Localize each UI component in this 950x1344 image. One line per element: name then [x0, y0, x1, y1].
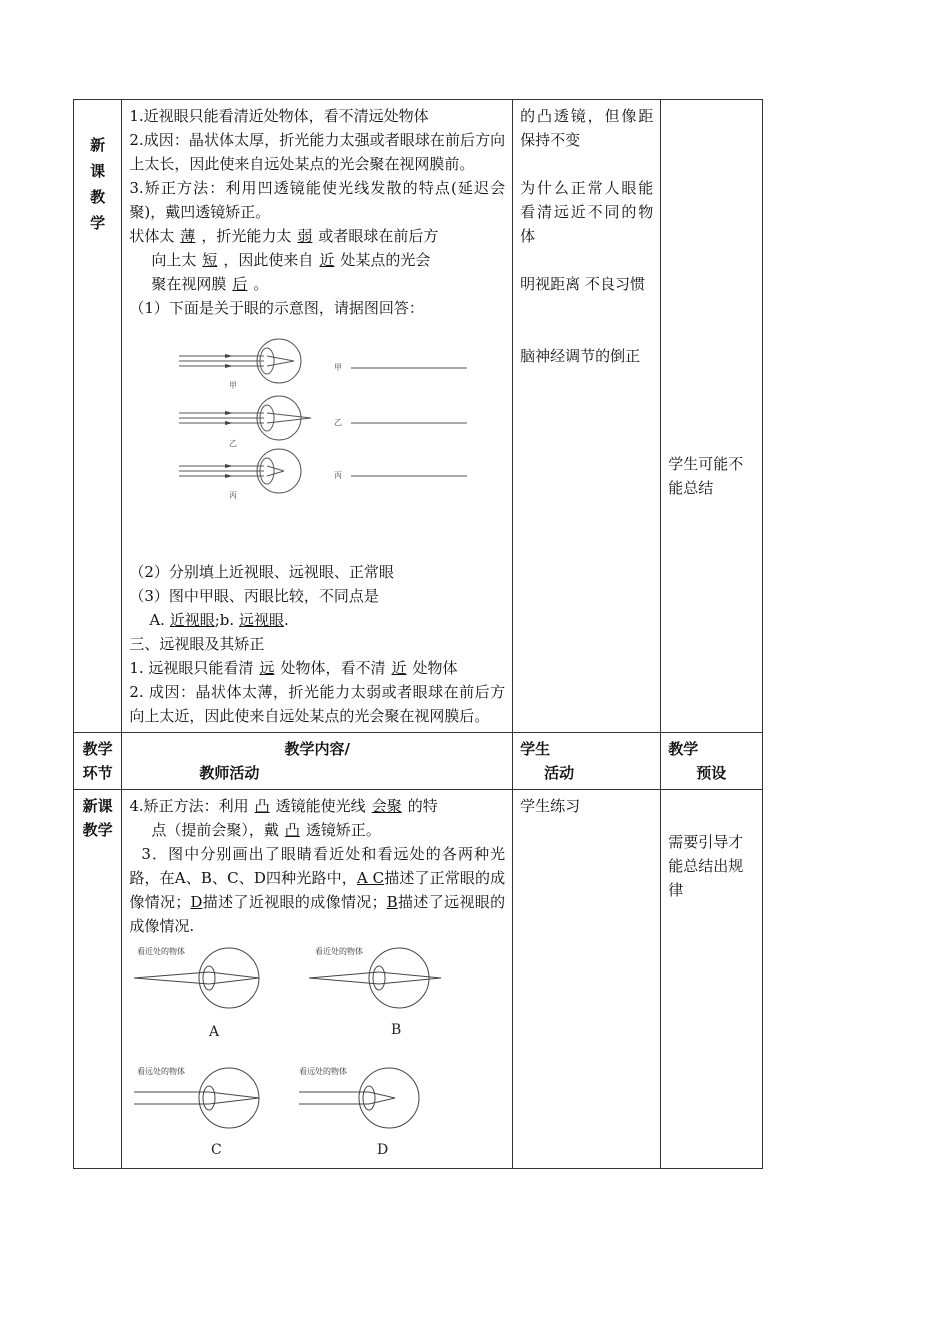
text: 状体太 [129, 227, 175, 245]
text: ;b. [214, 611, 235, 629]
spacer [129, 536, 505, 560]
table-row [74, 790, 763, 1169]
teaching-content-cell [122, 100, 513, 733]
figure-caption: 看近处的物体 [137, 947, 186, 956]
header-label: 教学环节 [82, 740, 113, 782]
header-label: 预设 [696, 764, 727, 782]
figure-caption: 看近处的物体 [315, 947, 364, 956]
header-label: 教学内容/ [284, 740, 350, 758]
spacer [520, 296, 653, 320]
fill-blank: 近 [391, 659, 407, 677]
spacer [520, 248, 653, 272]
fill-blank: 凸 [284, 821, 300, 839]
eye-label: 丙 [229, 491, 238, 500]
text: 描述了正常眼的成像情况； [129, 869, 506, 911]
lesson-table [73, 99, 763, 1169]
fill-line [129, 794, 505, 818]
header-cell [122, 733, 513, 790]
text: 聚在视网膜 [151, 275, 227, 293]
table-header-row [74, 733, 763, 790]
fill-blank: 短 [202, 251, 218, 269]
text: A. [149, 611, 165, 629]
text: 向上太 [151, 251, 197, 269]
header-label: 活动 [544, 764, 575, 782]
eye-label: 甲 [334, 363, 343, 372]
header-cell [513, 733, 661, 790]
section-label: 新课教学 [90, 136, 106, 232]
text: ，折光能力太 [201, 227, 292, 245]
section-label-cell [74, 790, 122, 1169]
fill-blank: 远 [259, 659, 275, 677]
text: 处某点的光会 [340, 251, 431, 269]
figure-label: D [377, 1142, 389, 1156]
figure-label: C [211, 1142, 223, 1156]
table-row [74, 100, 763, 733]
text: 1. 远视眼只能看清 [129, 659, 254, 677]
text: 或者眼球在前后方 [318, 227, 439, 245]
preset-text: 需要引导才能总结出规律 [668, 833, 744, 899]
figure-label: A [209, 1024, 220, 1040]
fill-blank: 后 [232, 275, 248, 293]
activity-text: 脑神经调节的倒正 [520, 347, 641, 365]
teaching-preset-cell [661, 100, 763, 733]
fill-line [129, 248, 505, 272]
teaching-preset-cell [661, 790, 763, 1169]
activity-text: 为什么正常人眼能看清远近不同的物体 [520, 179, 654, 245]
header-cell [74, 733, 122, 790]
spacer [520, 320, 653, 344]
text: 描述了近视眼的成像情况； [202, 893, 387, 911]
header-label: 教学 [668, 740, 699, 758]
activity-text: 学生练习 [520, 797, 581, 815]
content-line: 2. 成因：晶状体太薄，折光能力太弱或者眼球在前后方向上太近，因此使来自远处某点的光会聚在视网膜后。 [129, 683, 506, 725]
fill-line [129, 224, 505, 248]
eye-label: 甲 [229, 381, 238, 390]
text: 透镜能使光线 [275, 797, 366, 815]
eye-diagram-figure [129, 328, 489, 528]
text: 3．图中分别画出了眼睛看近处和看远处的各两种光路，在A、B、C、D四种光路中， [129, 845, 506, 887]
eye-label: 乙 [229, 439, 238, 448]
answer-line [129, 608, 505, 632]
content-line: 2.成因：晶状体太厚，折光能力太强或者眼球在前后方向上太长，因此使来自远处某点的光会聚在视网膜前。 [129, 131, 506, 173]
text: 处物体 [412, 659, 458, 677]
question-line: （1）下面是关于眼的示意图，请据图回答： [129, 299, 424, 317]
question-paragraph [129, 842, 505, 938]
activity-text: 的凸透镜，但像距保持不变 [520, 107, 654, 149]
header-label: 学生 [520, 740, 551, 758]
activity-text: 明视距离 不良习惯 [520, 275, 645, 293]
fill-blank: 会聚 [371, 797, 402, 815]
text: 透镜矫正。 [305, 821, 381, 839]
fill-blank: 弱 [297, 227, 313, 245]
fill-blank: D [190, 893, 203, 911]
teaching-content-cell [122, 790, 513, 1169]
content-line: 1.近视眼只能看清近处物体，看不清远处物体 [129, 107, 429, 125]
text: 4.矫正方法：利用 [129, 797, 249, 815]
section-heading: 三、远视眼及其矫正 [129, 635, 265, 653]
fill-blank: 薄 [180, 227, 196, 245]
eye-label: 丙 [334, 471, 343, 480]
section-label-cell [74, 100, 122, 733]
fill-line [129, 818, 505, 842]
figure-caption: 看远处的物体 [137, 1067, 186, 1076]
text: 。 [253, 275, 269, 293]
question-line: （2）分别填上近视眼、远视眼、正常眼 [129, 563, 394, 581]
eye-label: 乙 [334, 418, 343, 427]
header-label: 教师活动 [199, 764, 260, 782]
content-line: 3.矫正方法：利用凹透镜能使光线发散的特点(延迟会聚)，戴凹透镜矫正。 [129, 179, 506, 221]
preset-text: 学生可能不能总结 [668, 455, 744, 497]
lesson-plan-document [73, 99, 763, 1169]
fill-line [129, 272, 505, 296]
student-activity-cell [513, 100, 661, 733]
fill-blank: B [386, 893, 398, 911]
fill-blank: 远视眼 [238, 611, 284, 629]
spacer [520, 152, 653, 176]
text: 点（提前会聚），戴 [151, 821, 279, 839]
student-activity-cell [513, 790, 661, 1169]
section-label: 新课教学 [82, 797, 113, 839]
fill-line [129, 656, 505, 680]
fill-blank: A C [356, 869, 385, 887]
text: 描述了远视眼的成像情况. [129, 893, 506, 935]
fill-blank: 凸 [254, 797, 270, 815]
text: 处物体，看不清 [280, 659, 386, 677]
fill-blank: 近视眼 [169, 611, 215, 629]
fill-blank: 近 [319, 251, 335, 269]
question-line: （3）图中甲眼、丙眼比较，不同点是 [129, 587, 379, 605]
text: 的特 [407, 797, 438, 815]
light-path-figure [129, 946, 499, 1156]
text: ，因此使来自 [223, 251, 314, 269]
figure-label: B [391, 1022, 402, 1038]
figure-caption: 看远处的物体 [299, 1067, 348, 1076]
text: . [283, 611, 289, 629]
header-cell [661, 733, 763, 790]
